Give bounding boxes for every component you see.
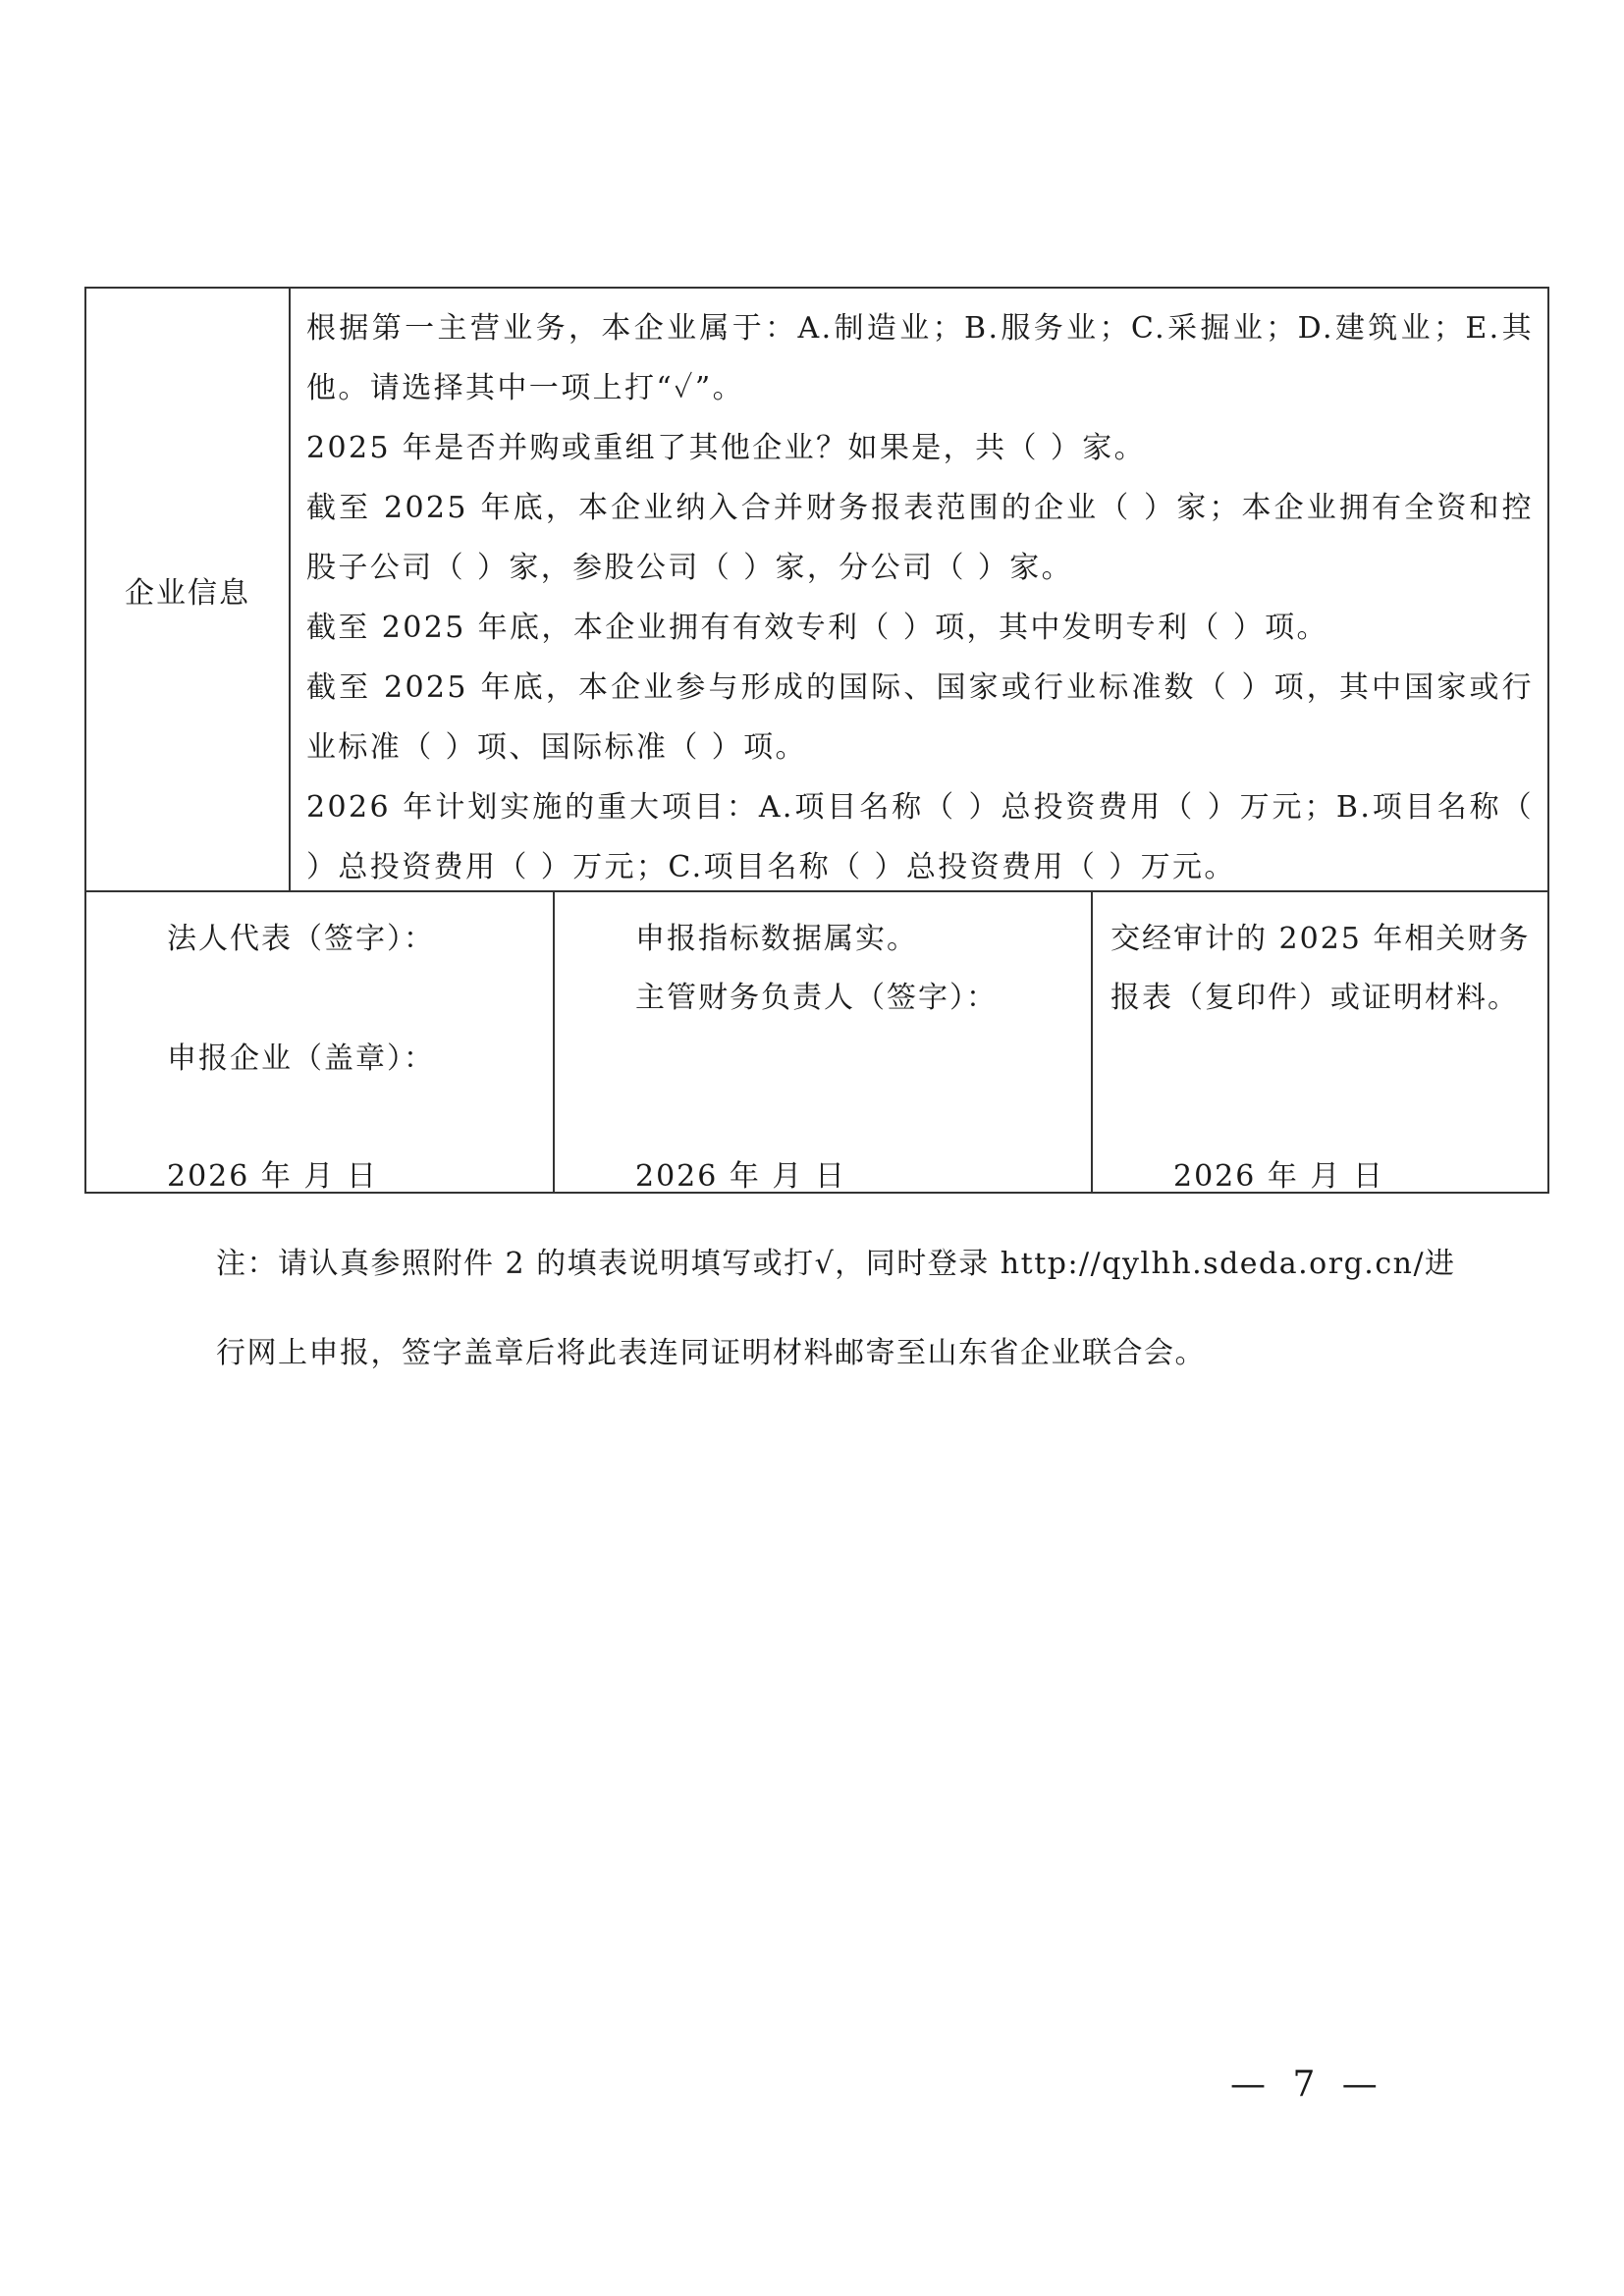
enterprise-info-content <box>291 289 1547 890</box>
audit-docs-text-line2: 报表（复印件）或证明材料。 <box>1110 981 1519 1015</box>
data-true-statement: 申报指标数据属实。 <box>635 922 918 956</box>
legal-rep-cell <box>86 892 555 1192</box>
finance-cell <box>555 892 1093 1192</box>
company-seal-label: 申报企业（盖章）： <box>167 1041 435 1076</box>
date-label: 2026 年 月 日 <box>167 1159 378 1194</box>
standards-paragraph: 截至 2025 年底，本企业参与形成的国际、国家或行业标准数（ ）项，其中国家或行业标准（ ）项、国际标准（ ）项。 <box>306 670 1534 765</box>
audit-docs-cell <box>1093 892 1547 1192</box>
industry-paragraph: 根据第一主营业务，本企业属于：A.制造业；B.服务业；C.采掘业；D.建筑业；E.其他。请选择其中一项上打“✓”。 <box>306 311 1534 405</box>
projects-paragraph: 2026 年计划实施的重大项目：A.项目名称（ ）总投资费用（ ）万元；B.项目名称（ ）总投资费用（ ）万元；C.项目名称（ ）总投资费用（ ）万元。 <box>306 790 1534 884</box>
date-label: 2026 年 月 日 <box>1173 1159 1384 1194</box>
date-label: 2026 年 月 日 <box>635 1159 846 1194</box>
finance-head-label: 主管财务负责人（签字）： <box>635 981 998 1015</box>
signature-row <box>86 892 1547 1192</box>
enterprise-info-table <box>84 287 1549 1194</box>
audit-docs-text-line1: 交经审计的 2025 年相关财务 <box>1110 922 1531 956</box>
patents-paragraph: 截至 2025 年底，本企业拥有有效专利（ ）项，其中发明专利（ ）项。 <box>306 611 1328 645</box>
note-line-1: 注：请认真参照附件 2 的填表说明填写或打√，同时登录 http://qylhh.sdeda.org.cn/进 <box>216 1247 1456 1281</box>
page-number: — 7 — <box>1230 2064 1385 2105</box>
section-label: 企业信息 <box>86 289 291 890</box>
legal-rep-label: 法人代表（签字）： <box>167 922 435 956</box>
subsidiaries-paragraph: 截至 2025 年底，本企业纳入合并财务报表范围的企业（ ）家；本企业拥有全资和控股子公司（ ）家，参股公司（ ）家，分公司（ ）家。 <box>306 491 1534 585</box>
note-line-2: 行网上申报，签字盖章后将此表连同证明材料邮寄至山东省企业联合会。 <box>216 1336 1206 1370</box>
enterprise-info-row <box>86 289 1547 892</box>
merger-paragraph: 2025 年是否并购或重组了其他企业？如果是，共（ ）家。 <box>306 431 1147 465</box>
